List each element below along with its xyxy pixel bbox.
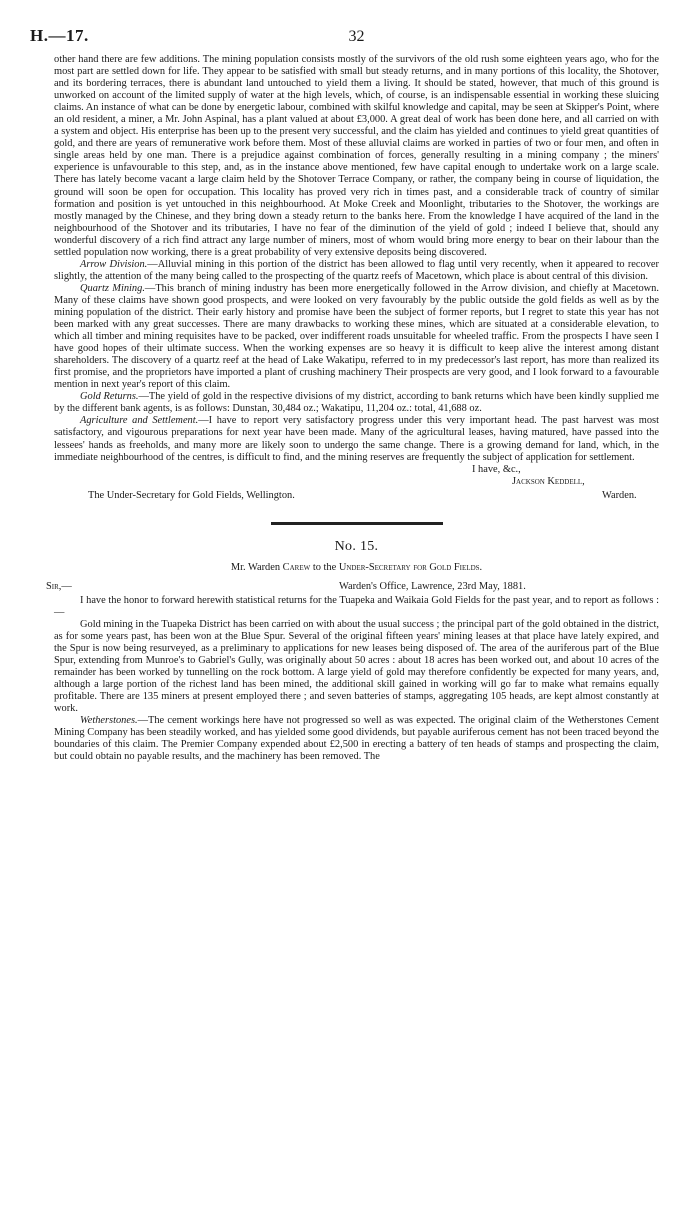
text-agriculture: —I have to report very satisfactory progress under this very important head. The past harvest was most satisfactory, and vigourous preparations for next year have been made. Many of the agricultural leases, having matured, have passed into the lessees' hands as freeholds, and many more are likely soon to undergo the same change. There is a growing demand for land, which, in the immediate neighbourhood of the centres, is difficult to find, and the mining reserves are frequently the subject of application for settlement. [54,415,659,463]
paragraph-arrow-division [54,259,659,283]
from-name: Carew [282,561,311,573]
signer-name: Jackson Keddell, [512,475,585,487]
text-quartz-mining: —This branch of mining industry has been more energetically followed in the Arrow division, and chiefly at Macetown. Many of these claims have shown good prospects, and were looked on very favourably by the public outside the gold fields as well as by the mining population of the district. Their early history and promise have been the subject of former reports, but I regret to state this year has not been marked with any great successes. There are many drawbacks to working these mines, which are situated at a considerable elevation, to which all timber and mining requisites have to be packed, over indifferent roads unsuitable for wheeled traffic. From the prospects I have seen I have good hopes of their ultimate success. When the working expenses are so heavy it is difficult to keep alive the interest among distant shareholders. The discovery of a quartz reef at the head of Lake Wakatipu, referred to in my predecessor's last report, has more than realized its first promise, and the proprietors have imported a plant of crushing machinery Their prospects are very good, and I look forward to a favourable mention in next year's report of this claim. [54,282,659,391]
paragraph-forwarding: I have the honor to forward herewith statistical returns for the Tuapeka and Waikaia Gold Fields for the past year, and to report as follows :— [54,594,659,618]
text-gold-returns: —The yield of gold in the respective divisions of my district, according to bank returns which have been kindly supplied me by the different bank agents, is as follows: Dunstan, 30,484 oz.; Wakatipu, 11,204 oz.: total, 41,688 oz. [54,391,659,415]
heading-gold-returns: Gold Returns. [80,391,139,403]
paragraph-agriculture [54,415,659,463]
signer-title: Warden. [602,489,637,501]
paragraph-wetherstones [54,715,659,763]
salutation-row [46,580,659,595]
paragraph-gold-returns [54,391,659,415]
salutation: Sir,— [46,580,72,592]
heading-agriculture: Agriculture and Settlement. [80,415,199,427]
addressee-line: The Under-Secretary for Gold Fields, Wellington. [88,489,295,501]
heading-arrow-division: Arrow Division. [80,258,148,270]
from-prefix: Mr. Warden [230,561,281,573]
paragraph-shotover: other hand there are few additions. The mining population consists mostly of the survivors of the old rush some eighteen years ago, who for the most part are settled down for life. They appear to be satisfied with small but steady returns, and in many portions of this locality, the Shotover, and its bordering terraces, there is abundant land untouched to yield them a living. It should be stated, however, that much of this ground is unworked on account of the limited supply of water at the high levels, which, of course, is an indispensable essential in working these sluicing claims. An instance of what can be done by energetic labour, combined with skilful knowledge and capital, may be seen at Skipper's Point, where an old resident, a miner, a Mr. John Aspinal, has a plant valued at about £3,000. A great deal of work has been done here, and all carried on with a system and object. His enterprise has been up to the present very successful, and the claim has yielded and continues to yield great quantities of gold, and there are years of remunerative work before them. Most of these alluvial claims are worked in parties of two or four men, and often in single areas held by one man. There is a prejudice against combination of forces, generally resulting in a mining company ; the miners' experience is unfavourable to this step, and, as in the instance above mentioned, few have capital enough to undertake work on a large scale. There has lately become vacant a large claim held by the Shotover Terrace Company, or rather, the company being in course of liquidation, the ground will soon be open for occupation. This locality has proved very rich in times past, and a considerable track of country of similar formation and position is yet untouched in this neighbourhood. At Moke Creek and Moonlight, tributaries to the Shotover, the workings are mostly managed by the Chinese, and they bring down a steady return to the banks here. From the knowledge I have acquired of the land in the neighbourhood of the Shotover and its tributaries, I have no fear of the diminution of the yield of gold ; indeed I believe that, should any wonderful discovery of a rich find attract any large number of miners, most of whom would bring more energy to bear on their labour than the settled population now working, there is a great probability of very extensive deposits being discovered. [54,54,659,258]
paragraph-tuapeka: Gold mining in the Tuapeka District has been carried on with about the usual success ; the principal part of the gold obtained in the district, as for some years past, has been won at the Blue Spur. Several of the original fifteen years' mining leases at that place have lately expired, and the Spur is now being resurveyed, as a preliminary to applications for new leases being disposed of. The area of the auriferous part of the Blue Spur, extending from Munroe's to Gabriel's Gully, was originally about 50 acres : about 18 acres has been worked out, and about 10 acres of the remainder has been worked by tunnelling on the rock bottom. A large yield of gold may therefore confidently be expected for many years, and, although a large portion of the richest land has been mined, the additional skill gained in working will go far to make what remains equally profitable. There are 135 miners at present employed there ; and seven batteries of stamps, aggregating 105 heads, are kept almost constantly at work. [54,618,659,715]
page-number: 32 [348,28,365,45]
text-wetherstones: —The cement workings here have not progressed so well as was expected. The original claim of the Wetherstones Cement Mining Company has been steadily worked, and has yielded some good dividends, but payable auriferous cement has not been traced beyond the boundaries of this claim. The Premier Company expended about £2,500 in erecting a battery of ten heads of stamps and prospecting the claim, but could obtain no payable results, and the machinery has been removed. The [54,715,659,763]
from-recipient: Under-Secretary for Gold Fields. [338,561,483,573]
signature-block [54,464,659,512]
heading-wetherstones: Wetherstones. [80,715,138,727]
report-number: No. 15. [334,538,379,554]
dateline: Warden's Office, Lawrence, 23rd May, 1881. [339,580,526,592]
document-reference: H.—17. [30,26,89,45]
section-divider [271,522,443,525]
paragraph-quartz-mining [54,283,659,391]
closing-line: I have, &c., [472,463,521,475]
heading-quartz-mining: Quartz Mining. [80,282,145,294]
document-page [30,26,659,763]
report-from-line [54,562,659,573]
from-to: to the [312,561,337,573]
text-arrow-division: —Alluvial mining in this portion of the district has been allowed to flag until very recently, when it appeared to recover slightly, the attention of the many being called to the prospecting of the quartz reefs of Macetown, which place is about central of this division. [54,258,659,282]
page-header [30,26,659,54]
